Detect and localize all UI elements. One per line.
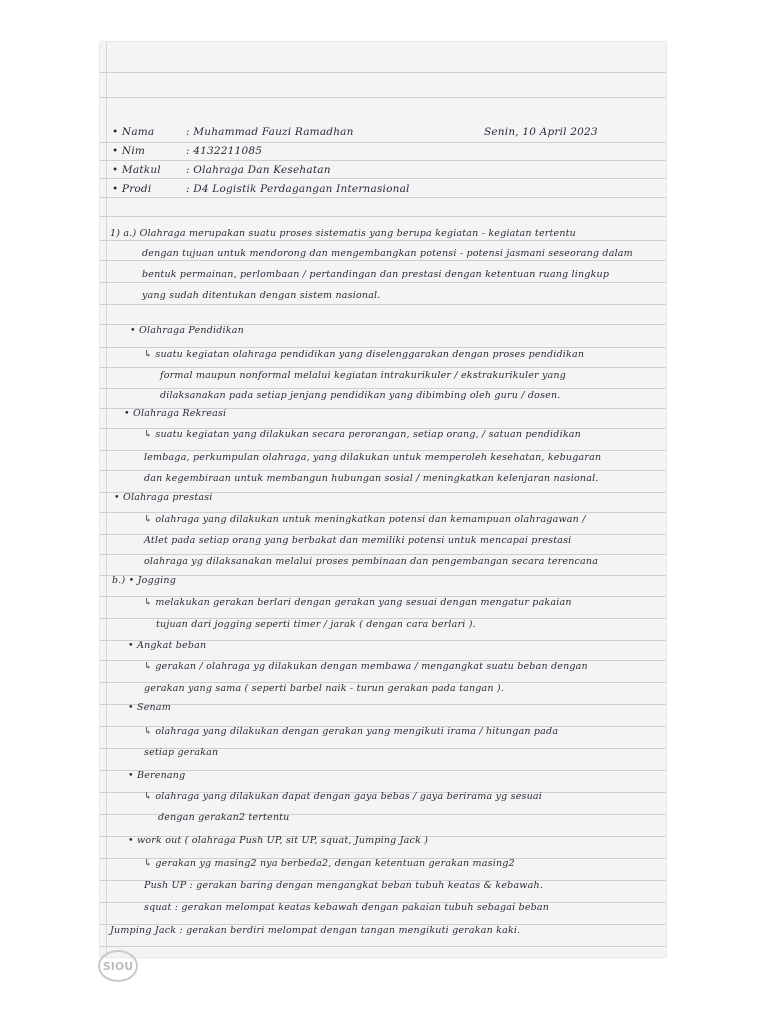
ruled-line bbox=[100, 388, 666, 389]
ruled-line bbox=[100, 554, 666, 555]
text-line: • Angkat beban bbox=[128, 640, 207, 651]
page-margin-line bbox=[106, 42, 107, 957]
ruled-line bbox=[100, 97, 666, 98]
text-line: setiap gerakan bbox=[144, 747, 219, 758]
matkul-label: • Matkul bbox=[112, 164, 161, 176]
ruled-line bbox=[100, 347, 666, 348]
notebook-page bbox=[100, 42, 666, 957]
ruled-line bbox=[100, 512, 666, 513]
ruled-line bbox=[100, 260, 666, 261]
ruled-line bbox=[100, 240, 666, 241]
text-line: • Senam bbox=[128, 702, 171, 713]
ruled-line bbox=[100, 450, 666, 451]
ruled-line bbox=[100, 304, 666, 305]
watermark-text: SIOU bbox=[102, 959, 134, 973]
text-line: b.) • Jogging bbox=[112, 575, 176, 586]
ruled-line bbox=[100, 178, 666, 179]
ruled-line bbox=[100, 160, 666, 161]
ruled-line bbox=[100, 72, 666, 73]
text-line: • Olahraga prestasi bbox=[114, 492, 213, 503]
text-line: olahraga yg dilaksanakan melalui proses pembinaan dan pengembangan secara terencana bbox=[144, 556, 599, 567]
ruled-line bbox=[100, 142, 666, 143]
nama-value: : Muhammad Fauzi Ramadhan bbox=[186, 126, 354, 138]
text-line: lembaga, perkumpulan olahraga, yang dilakukan untuk memperoleh kesehatan, kebugaran bbox=[144, 452, 602, 463]
ruled-line bbox=[100, 367, 666, 368]
text-line: bentuk permainan, perlombaan / pertandingan dan prestasi dengan ketentuan ruang lingkup bbox=[142, 269, 610, 280]
text-line: • work out ( olahraga Push UP, sit UP, squat, Jumping Jack ) bbox=[128, 835, 429, 846]
prodi-label: • Prodi bbox=[112, 183, 152, 195]
ruled-line bbox=[100, 216, 666, 217]
text-line: ↳ melakukan gerakan berlari dengan gerakan yang sesuai dengan mengatur pakaian bbox=[144, 597, 572, 608]
nim-value: : 4132211085 bbox=[186, 145, 263, 157]
matkul-value: : Olahraga Dan Kesehatan bbox=[186, 164, 331, 176]
text-line: squat : gerakan melompat keatas kebawah dengan pakaian tubuh sebagai beban bbox=[144, 902, 550, 913]
text-line: ↳ olahraga yang dilakukan untuk meningkatkan potensi dan kemampuan olahragawan / bbox=[144, 514, 586, 525]
text-line: dengan tujuan untuk mendorong dan mengembangkan potensi - potensi jasmani seseorang dalam bbox=[142, 248, 633, 259]
ruled-line bbox=[100, 470, 666, 471]
text-line: dan kegembiraan untuk membangun hubungan sosial / meningkatkan kelenjaran nasional. bbox=[144, 473, 599, 484]
text-line: • Olahraga Pendidikan bbox=[130, 325, 244, 336]
text-line: tujuan dari jogging seperti timer / jarak ( dengan cara berlari ). bbox=[156, 619, 476, 630]
date-text: Senin, 10 April 2023 bbox=[484, 126, 598, 138]
text-line: ↳ gerakan / olahraga yg dilakukan dengan membawa / mengangkat suatu beban dengan bbox=[144, 661, 588, 672]
text-line: 1) a.) Olahraga merupakan suatu proses sistematis yang berupa kegiatan - kegiatan tertentu bbox=[110, 228, 576, 239]
ruled-line bbox=[100, 282, 666, 283]
nim-label: • Nim bbox=[112, 145, 146, 157]
text-line: • Berenang bbox=[128, 770, 186, 781]
text-line: ↳ suatu kegiatan olahraga pendidikan yang diselenggarakan dengan proses pendidikan bbox=[144, 349, 585, 360]
prodi-value: : D4 Logistik Perdagangan Internasional bbox=[186, 183, 410, 195]
nama-label: • Nama bbox=[112, 126, 155, 138]
text-line: yang sudah ditentukan dengan sistem nasional. bbox=[142, 290, 381, 301]
text-line: dilaksanakan pada setiap jenjang pendidikan yang dibimbing oleh guru / dosen. bbox=[160, 390, 561, 401]
ruled-line bbox=[100, 197, 666, 198]
text-line: gerakan yang sama ( seperti barbel naik - turun gerakan pada tangan ). bbox=[144, 683, 505, 694]
text-line: Push UP : gerakan baring dengan mengangkat beban tubuh keatas & kebawah. bbox=[144, 880, 544, 891]
text-line: Jumping Jack : gerakan berdiri melompat dengan tangan mengikuti gerakan kaki. bbox=[110, 925, 521, 936]
watermark-logo bbox=[98, 950, 138, 982]
text-line: • Olahraga Rekreasi bbox=[124, 408, 227, 419]
text-line: ↳ olahraga yang dilakukan dengan gerakan yang mengikuti irama / hitungan pada bbox=[144, 726, 559, 737]
text-line: ↳ suatu kegiatan yang dilakukan secara perorangan, setiap orang, / satuan pendidikan bbox=[144, 429, 581, 440]
text-line: ↳ gerakan yg masing2 nya berbeda2, dengan ketentuan gerakan masing2 bbox=[144, 858, 515, 869]
ruled-line bbox=[100, 704, 666, 705]
ruled-line bbox=[100, 575, 666, 576]
text-line: dengan gerakan2 tertentu bbox=[158, 812, 290, 823]
text-line: ↳ olahraga yang dilakukan dapat dengan gaya bebas / gaya berirama yg sesuai bbox=[144, 791, 543, 802]
text-line: formal maupun nonformal melalui kegiatan intrakurikuler / ekstrakurikuler yang bbox=[160, 370, 567, 381]
text-line: Atlet pada setiap orang yang berbakat dan memiliki potensi untuk mencapai prestasi bbox=[144, 535, 572, 546]
ruled-line bbox=[100, 946, 666, 947]
